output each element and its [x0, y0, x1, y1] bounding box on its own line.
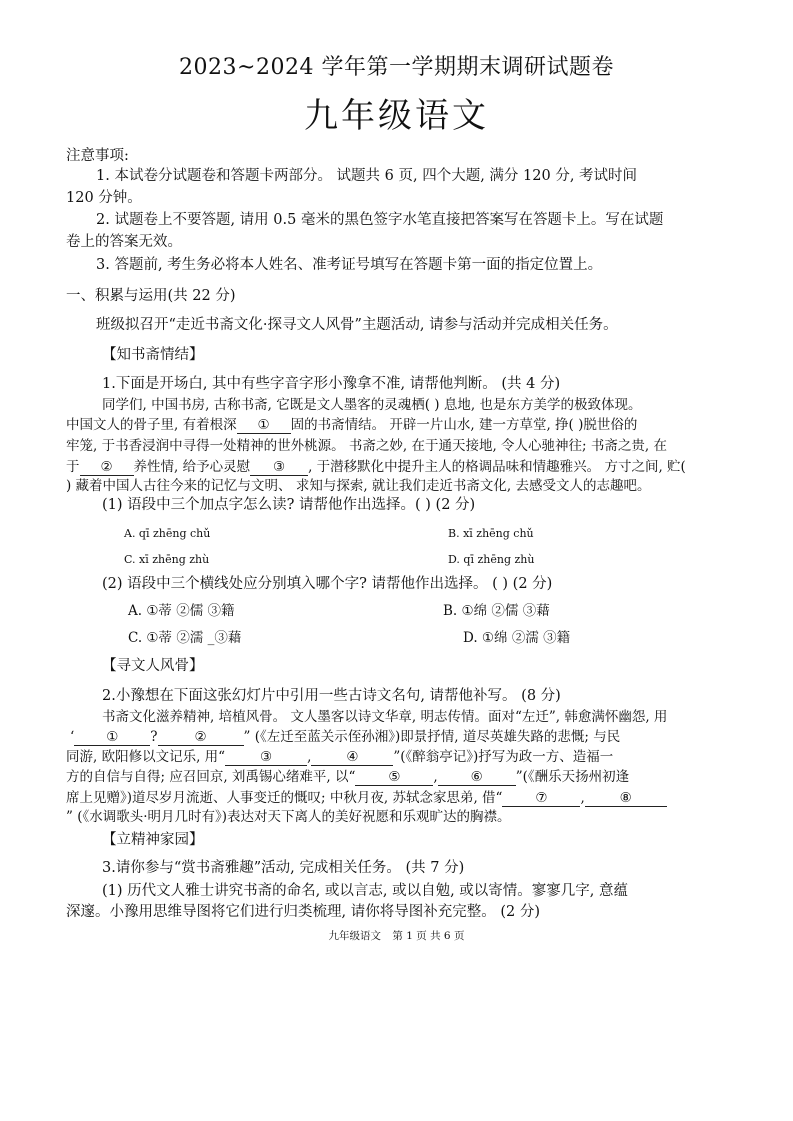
q1-sub-1: (1) 语段中三个加点字怎么读? 请帮他作出选择。( ) (2 分) — [102, 497, 476, 513]
q1-passage-line-3: 牢笼, 于书香浸润中寻得一处精神的世外桃源。 书斋之妙, 在于通天接地, 令人心驰神往; 书斋之贵, 在 — [66, 438, 667, 454]
notice-heading: 注意事项: — [66, 148, 129, 164]
blank-q2-8: ⑧ — [585, 790, 667, 807]
q1-passage-line-4: 于 ② 养性情, 给予心灵慰 ③ , 于潜移默化中提升主人的格调品味和情趣雅兴。 方寸之间, 贮( — [66, 459, 686, 475]
q2-line-4: 方的自信与自得; 应召回京, 刘禹锡心绪难平, 以“ ⑤ , ⑥ ”(《酬乐天扬州初逢 — [66, 769, 630, 785]
exam-title: 2023~2024 学年第一学期期末调研试题卷 — [179, 55, 614, 80]
q1-sub2-option-c: C. ①蒂 ②濡 _③藉 — [128, 630, 242, 646]
q1-sub2-option-d: D. ①绵 ②濡 ③籍 — [463, 630, 571, 646]
q3-sub-1-cont: 深邃。小豫用思维导图将它们进行归类梳理, 请你将导图补充完整。 (2 分) — [66, 904, 540, 920]
question-1-stem: 1.下面是开场白, 其中有些字音字形小豫拿不准, 请帮他判断。 (共 4 分) — [102, 376, 561, 392]
footer-page-number: 第 1 页 共 6 页 — [392, 930, 465, 942]
q1-sub2-option-b: B. ①绵 ②儒 ③藉 — [443, 603, 550, 619]
q1-passage-line-5: ) 藏着中国人古往今来的记忆与文明、 求知与探索, 就让我们走近书斋文化, 去感受文人的志趣吧。 — [66, 478, 651, 494]
q1-sub-2: (2) 语段中三个横线处应分别填入哪个字? 请帮他作出选择。 ( ) (2 分) — [102, 576, 553, 592]
q1-sub2-option-a: A. ①蒂 ②儒 ③籍 — [128, 603, 235, 619]
notice-item-2-cont: 卷上的答案无效。 — [66, 234, 182, 250]
notice-item-1-cont: 120 分钟。 — [66, 190, 142, 206]
question-3-stem: 3.请你参与“赏书斋雅趣”活动, 完成相关任务。 (共 7 分) — [102, 860, 465, 876]
section-intro: 班级拟召开“走近书斋文化·探寻文人风骨”主题活动, 请参与活动并完成相关任务。 — [96, 317, 618, 333]
q1-option-c: C. xī zhēng zhù — [124, 553, 210, 566]
part-title-2: 【寻文人风骨】 — [102, 658, 204, 674]
q1-option-b: B. xī zhēng chǔ — [448, 527, 534, 540]
q1-option-d: D. qī zhēng zhù — [448, 553, 535, 566]
notice-item-1: 1. 本试卷分试题卷和答题卡两部分。 试题共 6 页, 四个大题, 满分 120 分, 考试时间 — [96, 168, 638, 184]
q1-passage-line-1: 同学们, 中国书房, 古称书斋, 它既是文人墨客的灵魂栖( ) 息地, 也是东方美学的极致体现。 — [102, 397, 642, 413]
blank-q2-7: ⑦ — [502, 790, 580, 807]
question-2-stem: 2.小豫想在下面这张幻灯片中引用一些古诗文名句, 请帮他补写。 (8 分) — [102, 688, 561, 704]
notice-item-2: 2. 试题卷上不要答题, 请用 0.5 毫米的黑色签字水笔直接把答案写在答题卡上。写在试题 — [96, 212, 664, 228]
q1-option-a: A. qī zhēng chǔ — [124, 527, 211, 540]
page-footer — [0, 928, 793, 943]
q2-line-2: ‘ ① ? ② ” (《左迁至蓝关示侄孙湘》)即景抒情, 道尽英雄失路的悲慨; 与民 — [70, 729, 621, 745]
blank-q2-5: ⑤ — [355, 769, 433, 786]
notice-item-3: 3. 答题前, 考生务必将本人姓名、准考证号填写在答题卡第一面的指定位置上。 — [96, 257, 603, 273]
subject-title: 九年级语文 — [304, 96, 489, 136]
q2-line-3: 同游, 欧阳修以文记乐, 用“ ③ , ④ ”(《醉翁亭记》)抒写为政一方、造福一 — [66, 749, 614, 765]
blank-q2-3: ③ — [225, 749, 307, 766]
section-heading: 一、积累与运用(共 22 分) — [66, 288, 236, 304]
blank-q2-6: ⑥ — [438, 769, 516, 786]
q2-line-6: ” (《水调歌头·明月几时有》)表达对天下离人的美好祝愿和乐观旷达的胸襟。 — [66, 809, 511, 825]
q3-sub-1: (1) 历代文人雅士讲究书斋的命名, 或以言志, 或以自勉, 或以寄情。寥寥几字, 意蕴 — [102, 883, 629, 899]
blank-q2-2: ② — [158, 729, 244, 746]
blank-1: ① — [237, 417, 291, 434]
q1-passage-line-2: 中国文人的骨子里, 有着根深 ① 固的书斋情结。 开辟一片山水, 建一方草堂, 挣( )脱世俗的 — [66, 417, 638, 433]
blank-q2-4: ④ — [311, 749, 393, 766]
q2-line-5: 席上见赠》)道尽岁月流逝、人事变迁的慨叹; 中秋月夜, 苏轼念家思弟, 借“ ⑦ , ⑧ — [66, 788, 667, 808]
blank-3: ③ — [250, 459, 308, 476]
q2-line-1: 书斋文化滋养精神, 培植风骨。 文人墨客以诗文华章, 明志传情。面对“左迁”, 韩愈满怀幽怨, 用 — [102, 709, 668, 725]
footer-subject: 九年级语文 — [328, 930, 382, 942]
blank-q2-1: ① — [74, 729, 150, 746]
blank-2: ② — [80, 459, 134, 476]
part-title-3: 【立精神家园】 — [102, 832, 204, 848]
part-title-1: 【知书斋情结】 — [102, 347, 204, 363]
